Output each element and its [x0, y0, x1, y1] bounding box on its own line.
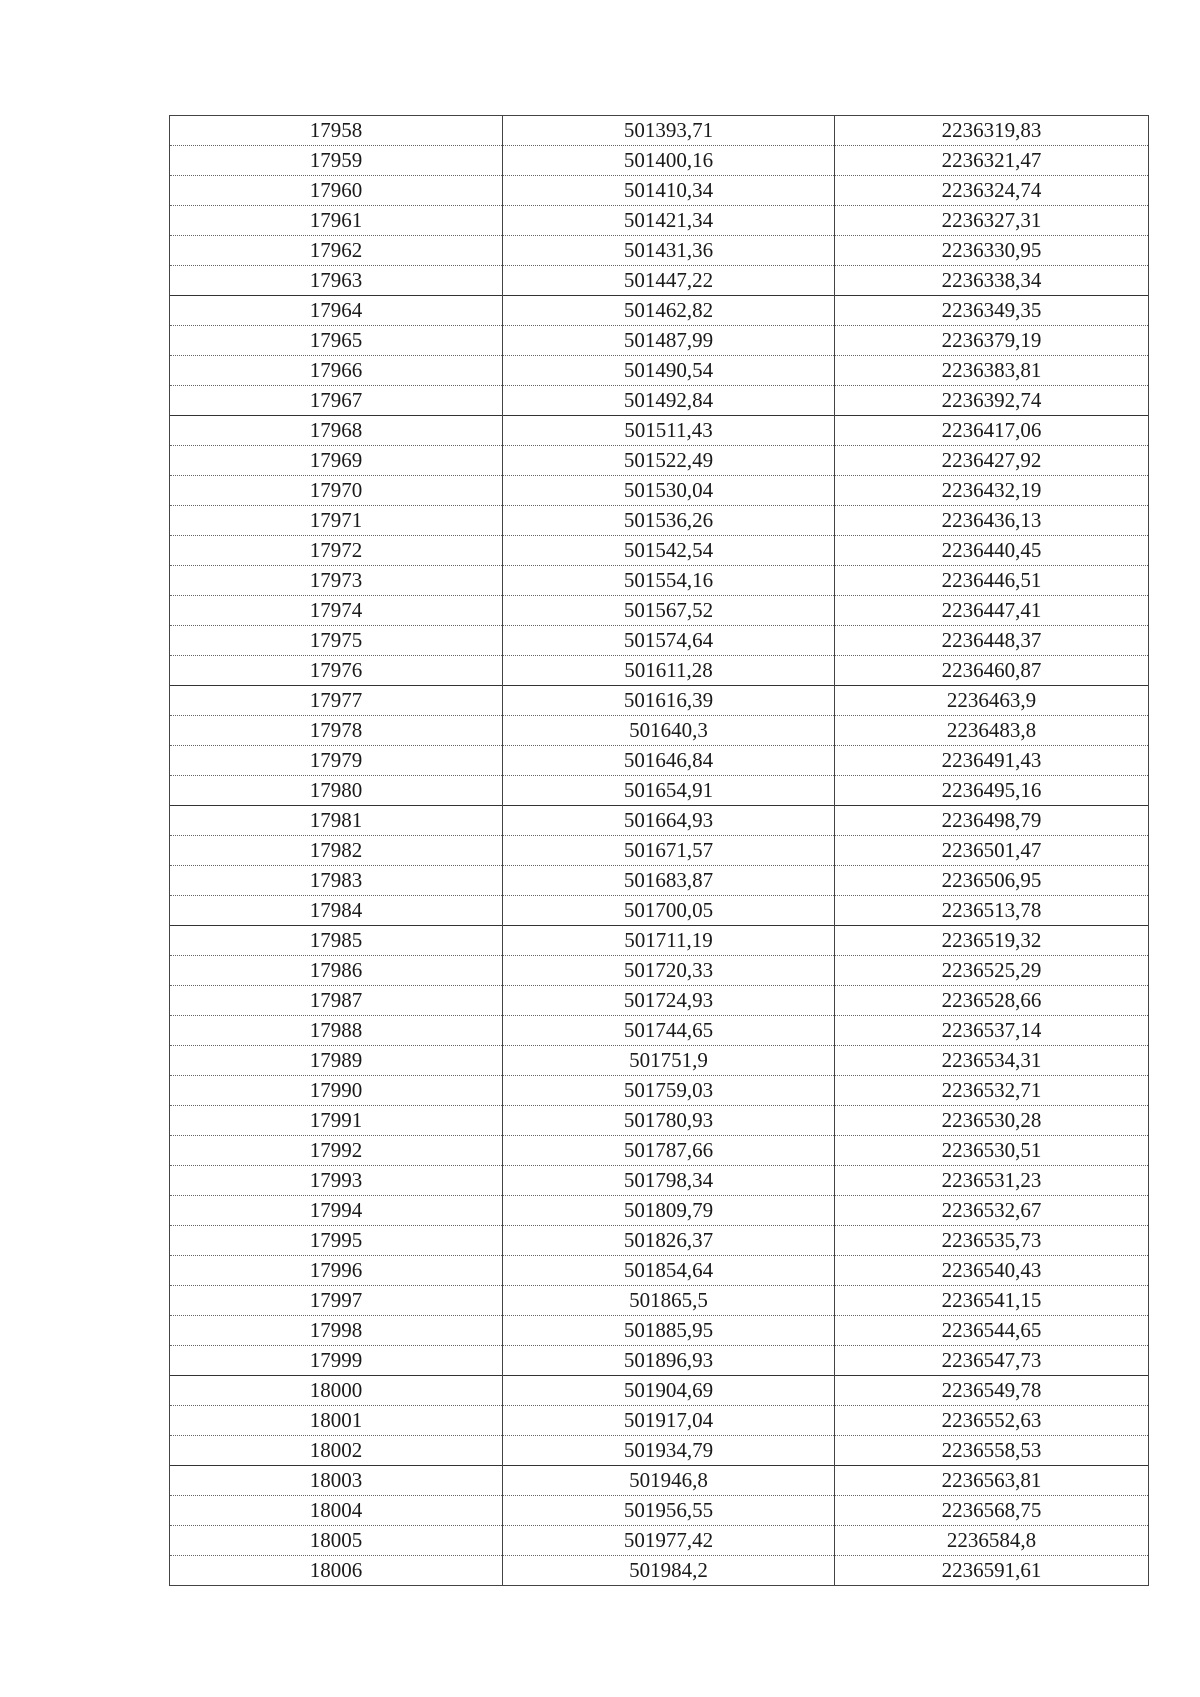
table-row: [170, 146, 1149, 176]
point-number-cell: 17961: [170, 206, 503, 236]
x-coordinate-cell: 501421,34: [503, 206, 835, 236]
y-coordinate-cell: 2236584,8: [835, 1526, 1149, 1556]
point-number-cell: 17959: [170, 146, 503, 176]
table-row: [170, 1466, 1149, 1496]
table-row: [170, 1106, 1149, 1136]
point-number-cell: 17990: [170, 1076, 503, 1106]
y-coordinate-cell: 2236338,34: [835, 266, 1149, 296]
x-coordinate-cell: 501611,28: [503, 656, 835, 686]
x-coordinate-cell: 501530,04: [503, 476, 835, 506]
y-coordinate-cell: 2236327,31: [835, 206, 1149, 236]
y-coordinate-cell: 2236491,43: [835, 746, 1149, 776]
y-coordinate-cell: 2236349,35: [835, 296, 1149, 326]
y-coordinate-cell: 2236544,65: [835, 1316, 1149, 1346]
point-number-cell: 17981: [170, 806, 503, 836]
y-coordinate-cell: 2236513,78: [835, 896, 1149, 926]
table-row: [170, 416, 1149, 446]
table-row: [170, 656, 1149, 686]
y-coordinate-cell: 2236568,75: [835, 1496, 1149, 1526]
x-coordinate-cell: 501984,2: [503, 1556, 835, 1586]
point-number-cell: 18002: [170, 1436, 503, 1466]
point-number-cell: 17984: [170, 896, 503, 926]
y-coordinate-cell: 2236460,87: [835, 656, 1149, 686]
table-row: [170, 296, 1149, 326]
point-number-cell: 17997: [170, 1286, 503, 1316]
y-coordinate-cell: 2236534,31: [835, 1046, 1149, 1076]
y-coordinate-cell: 2236532,71: [835, 1076, 1149, 1106]
x-coordinate-cell: 501885,95: [503, 1316, 835, 1346]
y-coordinate-cell: 2236552,63: [835, 1406, 1149, 1436]
table-row: [170, 206, 1149, 236]
x-coordinate-cell: 501683,87: [503, 866, 835, 896]
table-row: [170, 866, 1149, 896]
point-number-cell: 17986: [170, 956, 503, 986]
point-number-cell: 17989: [170, 1046, 503, 1076]
y-coordinate-cell: 2236324,74: [835, 176, 1149, 206]
table-row: [170, 806, 1149, 836]
x-coordinate-cell: 501798,34: [503, 1166, 835, 1196]
point-number-cell: 17974: [170, 596, 503, 626]
y-coordinate-cell: 2236483,8: [835, 716, 1149, 746]
point-number-cell: 17971: [170, 506, 503, 536]
table-row: [170, 1526, 1149, 1556]
x-coordinate-cell: 501780,93: [503, 1106, 835, 1136]
y-coordinate-cell: 2236436,13: [835, 506, 1149, 536]
table-row: [170, 1166, 1149, 1196]
x-coordinate-cell: 501431,36: [503, 236, 835, 266]
table-row: [170, 1346, 1149, 1376]
y-coordinate-cell: 2236383,81: [835, 356, 1149, 386]
point-number-cell: 17962: [170, 236, 503, 266]
x-coordinate-cell: 501646,84: [503, 746, 835, 776]
y-coordinate-cell: 2236540,43: [835, 1256, 1149, 1286]
x-coordinate-cell: 501567,52: [503, 596, 835, 626]
x-coordinate-cell: 501671,57: [503, 836, 835, 866]
point-number-cell: 17985: [170, 926, 503, 956]
table-row: [170, 116, 1149, 146]
point-number-cell: 17983: [170, 866, 503, 896]
y-coordinate-cell: 2236549,78: [835, 1376, 1149, 1406]
coordinates-table: [169, 115, 1149, 1586]
y-coordinate-cell: 2236330,95: [835, 236, 1149, 266]
table-row: [170, 476, 1149, 506]
point-number-cell: 17973: [170, 566, 503, 596]
table-row: [170, 536, 1149, 566]
x-coordinate-cell: 501511,43: [503, 416, 835, 446]
x-coordinate-cell: 501616,39: [503, 686, 835, 716]
table-row: [170, 1436, 1149, 1466]
x-coordinate-cell: 501574,64: [503, 626, 835, 656]
y-coordinate-cell: 2236547,73: [835, 1346, 1149, 1376]
x-coordinate-cell: 501744,65: [503, 1016, 835, 1046]
x-coordinate-cell: 501787,66: [503, 1136, 835, 1166]
y-coordinate-cell: 2236427,92: [835, 446, 1149, 476]
y-coordinate-cell: 2236498,79: [835, 806, 1149, 836]
y-coordinate-cell: 2236537,14: [835, 1016, 1149, 1046]
point-number-cell: 17995: [170, 1226, 503, 1256]
table-row: [170, 1286, 1149, 1316]
y-coordinate-cell: 2236528,66: [835, 986, 1149, 1016]
point-number-cell: 17992: [170, 1136, 503, 1166]
table-row: [170, 1316, 1149, 1346]
x-coordinate-cell: 501400,16: [503, 146, 835, 176]
table-row: [170, 1256, 1149, 1286]
table-row: [170, 1046, 1149, 1076]
y-coordinate-cell: 2236519,32: [835, 926, 1149, 956]
y-coordinate-cell: 2236440,45: [835, 536, 1149, 566]
point-number-cell: 17960: [170, 176, 503, 206]
x-coordinate-cell: 501751,9: [503, 1046, 835, 1076]
table-row: [170, 386, 1149, 416]
table-row: [170, 1076, 1149, 1106]
x-coordinate-cell: 501654,91: [503, 776, 835, 806]
table-row: [170, 926, 1149, 956]
y-coordinate-cell: 2236446,51: [835, 566, 1149, 596]
x-coordinate-cell: 501393,71: [503, 116, 835, 146]
x-coordinate-cell: 501854,64: [503, 1256, 835, 1286]
table-row: [170, 176, 1149, 206]
point-number-cell: 17967: [170, 386, 503, 416]
x-coordinate-cell: 501487,99: [503, 326, 835, 356]
table-row: [170, 1016, 1149, 1046]
point-number-cell: 17991: [170, 1106, 503, 1136]
point-number-cell: 17988: [170, 1016, 503, 1046]
point-number-cell: 17970: [170, 476, 503, 506]
point-number-cell: 17998: [170, 1316, 503, 1346]
x-coordinate-cell: 501896,93: [503, 1346, 835, 1376]
point-number-cell: 18005: [170, 1526, 503, 1556]
x-coordinate-cell: 501700,05: [503, 896, 835, 926]
point-number-cell: 17964: [170, 296, 503, 326]
y-coordinate-cell: 2236432,19: [835, 476, 1149, 506]
point-number-cell: 17996: [170, 1256, 503, 1286]
y-coordinate-cell: 2236541,15: [835, 1286, 1149, 1316]
x-coordinate-cell: 501490,54: [503, 356, 835, 386]
y-coordinate-cell: 2236535,73: [835, 1226, 1149, 1256]
point-number-cell: 17975: [170, 626, 503, 656]
y-coordinate-cell: 2236448,37: [835, 626, 1149, 656]
x-coordinate-cell: 501410,34: [503, 176, 835, 206]
table-row: [170, 1376, 1149, 1406]
x-coordinate-cell: 501522,49: [503, 446, 835, 476]
point-number-cell: 17987: [170, 986, 503, 1016]
y-coordinate-cell: 2236530,28: [835, 1106, 1149, 1136]
point-number-cell: 18000: [170, 1376, 503, 1406]
point-number-cell: 17994: [170, 1196, 503, 1226]
point-number-cell: 18003: [170, 1466, 503, 1496]
y-coordinate-cell: 2236417,06: [835, 416, 1149, 446]
point-number-cell: 18006: [170, 1556, 503, 1586]
table-row: [170, 986, 1149, 1016]
table-row: [170, 566, 1149, 596]
x-coordinate-cell: 501447,22: [503, 266, 835, 296]
x-coordinate-cell: 501865,5: [503, 1286, 835, 1316]
table-row: [170, 596, 1149, 626]
x-coordinate-cell: 501759,03: [503, 1076, 835, 1106]
table-row: [170, 686, 1149, 716]
y-coordinate-cell: 2236501,47: [835, 836, 1149, 866]
y-coordinate-cell: 2236506,95: [835, 866, 1149, 896]
y-coordinate-cell: 2236495,16: [835, 776, 1149, 806]
table-row: [170, 1406, 1149, 1436]
table-row: [170, 446, 1149, 476]
table-row: [170, 236, 1149, 266]
table-row: [170, 956, 1149, 986]
y-coordinate-cell: 2236530,51: [835, 1136, 1149, 1166]
x-coordinate-cell: 501720,33: [503, 956, 835, 986]
point-number-cell: 18001: [170, 1406, 503, 1436]
point-number-cell: 17966: [170, 356, 503, 386]
y-coordinate-cell: 2236532,67: [835, 1196, 1149, 1226]
y-coordinate-cell: 2236447,41: [835, 596, 1149, 626]
point-number-cell: 17965: [170, 326, 503, 356]
point-number-cell: 17977: [170, 686, 503, 716]
table-row: [170, 356, 1149, 386]
coordinates-table-body: [170, 116, 1149, 1586]
x-coordinate-cell: 501492,84: [503, 386, 835, 416]
table-row: [170, 1136, 1149, 1166]
y-coordinate-cell: 2236558,53: [835, 1436, 1149, 1466]
x-coordinate-cell: 501536,26: [503, 506, 835, 536]
table-row: [170, 266, 1149, 296]
y-coordinate-cell: 2236591,61: [835, 1556, 1149, 1586]
x-coordinate-cell: 501904,69: [503, 1376, 835, 1406]
y-coordinate-cell: 2236531,23: [835, 1166, 1149, 1196]
table-row: [170, 1496, 1149, 1526]
x-coordinate-cell: 501711,19: [503, 926, 835, 956]
x-coordinate-cell: 501724,93: [503, 986, 835, 1016]
x-coordinate-cell: 501664,93: [503, 806, 835, 836]
point-number-cell: 17972: [170, 536, 503, 566]
table-row: [170, 836, 1149, 866]
table-row: [170, 896, 1149, 926]
x-coordinate-cell: 501554,16: [503, 566, 835, 596]
x-coordinate-cell: 501542,54: [503, 536, 835, 566]
table-row: [170, 1556, 1149, 1586]
y-coordinate-cell: 2236463,9: [835, 686, 1149, 716]
x-coordinate-cell: 501934,79: [503, 1436, 835, 1466]
point-number-cell: 18004: [170, 1496, 503, 1526]
x-coordinate-cell: 501826,37: [503, 1226, 835, 1256]
x-coordinate-cell: 501977,42: [503, 1526, 835, 1556]
x-coordinate-cell: 501462,82: [503, 296, 835, 326]
table-row: [170, 746, 1149, 776]
point-number-cell: 17979: [170, 746, 503, 776]
table-row: [170, 506, 1149, 536]
y-coordinate-cell: 2236321,47: [835, 146, 1149, 176]
table-row: [170, 626, 1149, 656]
y-coordinate-cell: 2236379,19: [835, 326, 1149, 356]
point-number-cell: 17980: [170, 776, 503, 806]
point-number-cell: 17982: [170, 836, 503, 866]
table-row: [170, 1226, 1149, 1256]
y-coordinate-cell: 2236525,29: [835, 956, 1149, 986]
table-row: [170, 1196, 1149, 1226]
table-row: [170, 776, 1149, 806]
y-coordinate-cell: 2236563,81: [835, 1466, 1149, 1496]
x-coordinate-cell: 501946,8: [503, 1466, 835, 1496]
y-coordinate-cell: 2236392,74: [835, 386, 1149, 416]
point-number-cell: 17968: [170, 416, 503, 446]
table-row: [170, 326, 1149, 356]
point-number-cell: 17958: [170, 116, 503, 146]
x-coordinate-cell: 501640,3: [503, 716, 835, 746]
point-number-cell: 17999: [170, 1346, 503, 1376]
table-row: [170, 716, 1149, 746]
point-number-cell: 17993: [170, 1166, 503, 1196]
x-coordinate-cell: 501809,79: [503, 1196, 835, 1226]
point-number-cell: 17978: [170, 716, 503, 746]
point-number-cell: 17976: [170, 656, 503, 686]
x-coordinate-cell: 501917,04: [503, 1406, 835, 1436]
point-number-cell: 17963: [170, 266, 503, 296]
y-coordinate-cell: 2236319,83: [835, 116, 1149, 146]
point-number-cell: 17969: [170, 446, 503, 476]
x-coordinate-cell: 501956,55: [503, 1496, 835, 1526]
